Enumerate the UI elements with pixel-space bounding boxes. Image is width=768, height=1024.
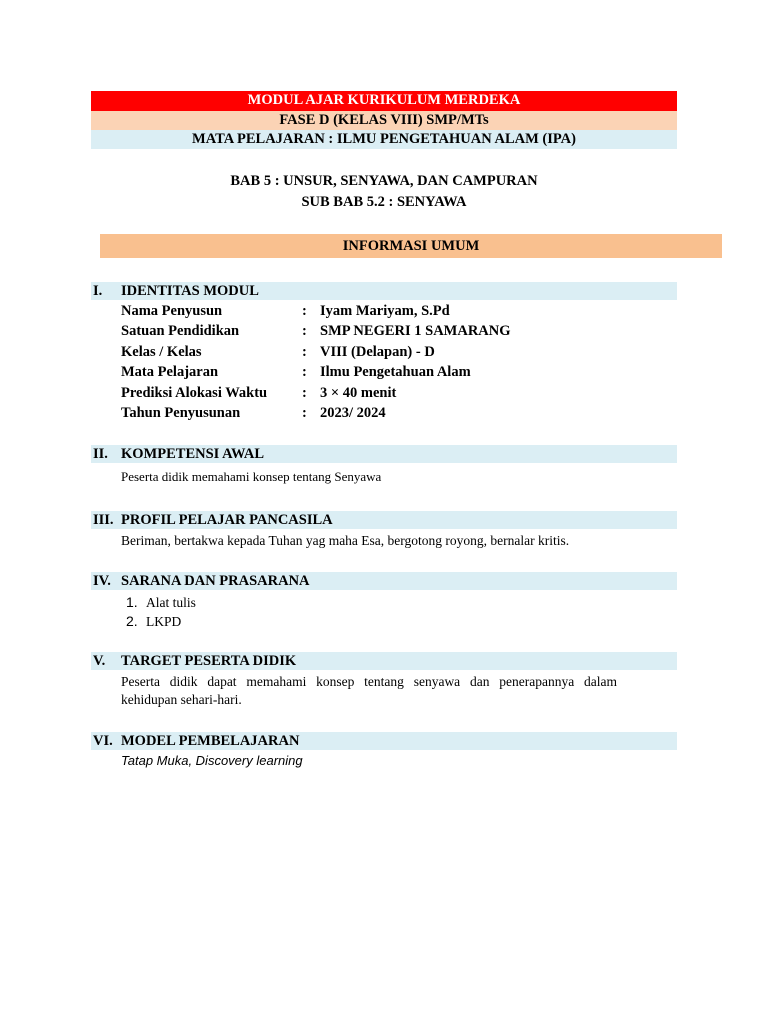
- section-number: II.: [93, 446, 108, 462]
- chapter-title: BAB 5 : UNSUR, SENYAWA, DAN CAMPURAN: [230, 173, 538, 189]
- identity-label: Prediksi Alokasi Waktu: [121, 385, 268, 401]
- list-item: [126, 612, 181, 631]
- section-kompetensi-header: [91, 445, 677, 463]
- section-number: IV.: [93, 573, 111, 589]
- identity-value: Iyam Mariyam, S.Pd: [320, 303, 450, 319]
- model-text: Tatap Muka, Discovery learning: [121, 753, 303, 768]
- identity-colon: :: [302, 364, 307, 380]
- section-number: III.: [93, 512, 114, 528]
- identity-row-alokasi: [121, 383, 681, 403]
- section-number: V.: [93, 653, 106, 669]
- identity-colon: :: [302, 344, 307, 360]
- subchapter-title: SUB BAB 5.2 : SENYAWA: [301, 194, 467, 210]
- identity-value: VIII (Delapan) - D: [320, 344, 435, 360]
- identity-colon: :: [302, 303, 307, 319]
- identity-colon: :: [302, 323, 307, 339]
- module-title: MODUL AJAR KURIKULUM MERDEKA: [91, 91, 677, 111]
- identity-label: Tahun Penyusunan: [121, 405, 241, 421]
- section-identitas-header: [91, 282, 677, 300]
- section-sarana-header: [91, 572, 677, 590]
- identity-label: Satuan Pendidikan: [121, 323, 240, 339]
- identity-row-tahun: [121, 403, 681, 423]
- identity-row-kelas: [121, 342, 681, 362]
- identity-colon: :: [302, 405, 307, 421]
- list-text: Alat tulis: [146, 595, 196, 610]
- identity-row-satuan: [121, 321, 681, 341]
- section-target-header: [91, 652, 677, 670]
- identity-row-mapel: [121, 362, 681, 382]
- identity-colon: :: [302, 385, 307, 401]
- kompetensi-text: Peserta didik memahami konsep tentang Senyawa: [121, 469, 382, 484]
- general-info-heading: INFORMASI UMUM: [100, 234, 722, 258]
- identity-value: 3 × 40 menit: [320, 385, 397, 401]
- section-number: VI.: [93, 733, 113, 749]
- identity-label: Kelas / Kelas: [121, 344, 202, 360]
- section-title: MODEL PEMBELAJARAN: [121, 733, 300, 749]
- identity-label: Nama Penyusun: [121, 303, 223, 319]
- profil-text: Beriman, bertakwa kepada Tuhan yag maha Esa, bergotong royong, bernalar kritis.: [121, 533, 570, 548]
- identity-value: SMP NEGERI 1 SAMARANG: [320, 323, 511, 339]
- list-number: 2.: [126, 613, 138, 629]
- section-model-header: [91, 732, 677, 750]
- identity-value: Ilmu Pengetahuan Alam: [320, 364, 471, 380]
- section-title: IDENTITAS MODUL: [121, 283, 259, 299]
- target-text: Peserta didik dapat memahami konsep tentang senyawa dan penerapannya dalam kehidupan sehari-hari.: [121, 674, 617, 707]
- identity-row-penyusun: [121, 301, 681, 321]
- list-text: LKPD: [146, 614, 182, 629]
- identity-label: Mata Pelajaran: [121, 364, 219, 380]
- section-title: KOMPETENSI AWAL: [121, 446, 265, 462]
- phase-class: FASE D (KELAS VIII) SMP/MTs: [91, 111, 677, 130]
- section-number: I.: [93, 283, 103, 299]
- list-item: [126, 593, 196, 612]
- section-title: SARANA DAN PRASARANA: [121, 573, 310, 589]
- section-title: TARGET PESERTA DIDIK: [121, 653, 297, 669]
- section-title: PROFIL PELAJAR PANCASILA: [121, 512, 333, 528]
- list-number: 1.: [126, 594, 138, 610]
- subject-title: MATA PELAJARAN : ILMU PENGETAHUAN ALAM (IPA): [91, 130, 677, 149]
- identity-value: 2023/ 2024: [320, 405, 386, 421]
- section-profil-header: [91, 511, 677, 529]
